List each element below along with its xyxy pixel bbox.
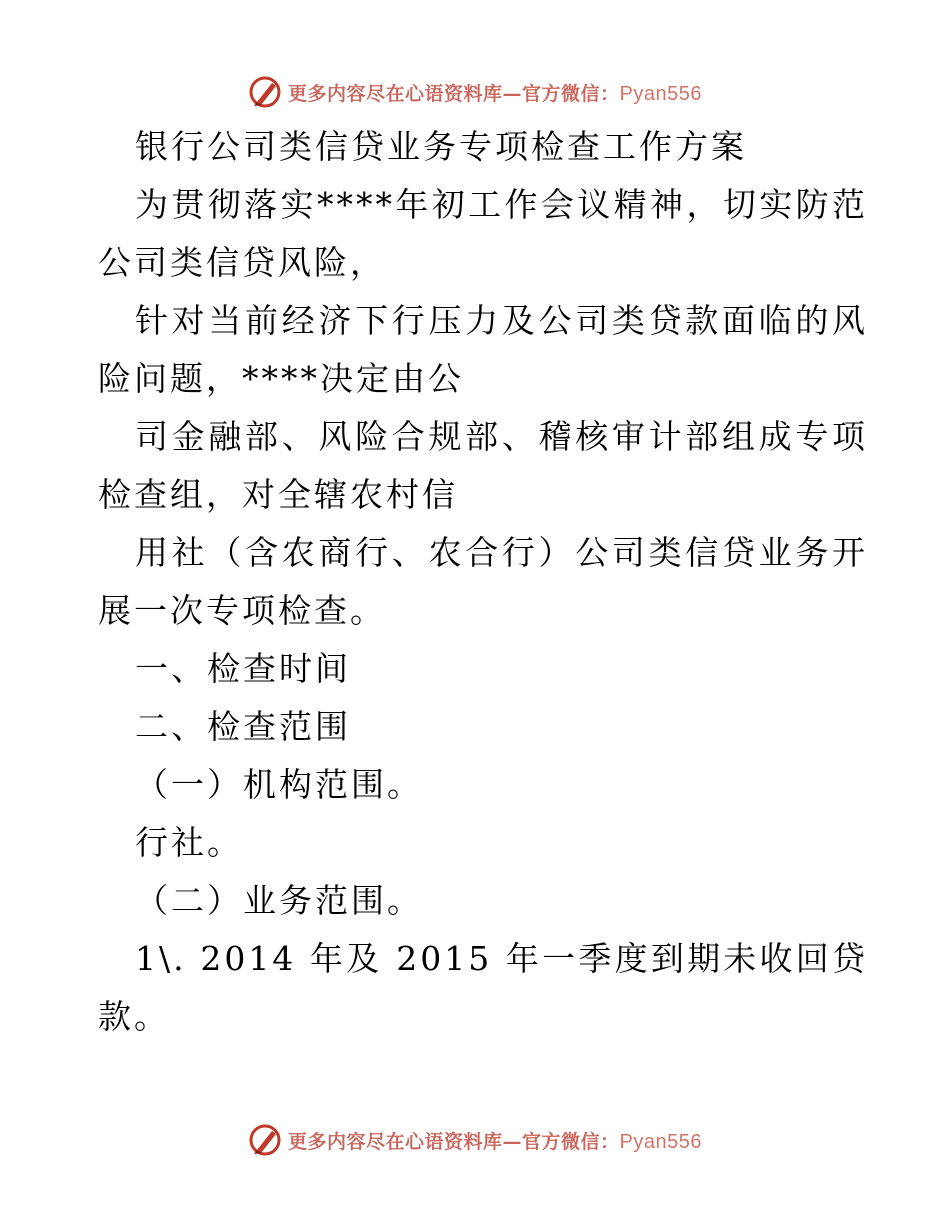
- footer-watermark: [0, 1120, 950, 1160]
- watermark-dash: —: [502, 82, 523, 105]
- list-item: 1\. 2014 年及 2015 年一季度到期未收回贷款。: [98, 939, 868, 1036]
- header-watermark: [0, 72, 950, 112]
- paragraph: 司金融部、风险合规部、稽核审计部组成专项检查组，对全辖农村信: [98, 417, 868, 514]
- watermark-wechat-label: 官方微信：: [522, 82, 620, 105]
- paragraph: 针对当前经济下行压力及公司类贷款面临的风险问题，****决定由公: [98, 301, 868, 398]
- section-heading: 一、检查时间: [135, 649, 351, 688]
- pen-logo-icon: [248, 75, 282, 109]
- watermark-text: [288, 1127, 702, 1154]
- watermark-wechat-id: Pyan556: [619, 1130, 702, 1153]
- subsection-heading: （一）机构范围。: [135, 765, 423, 804]
- paragraph: 用社（含农商行、农合行）公司类信贷业务开展一次专项检查。: [98, 533, 868, 630]
- watermark-slogan: 更多内容尽在心语资料库: [288, 82, 503, 105]
- subsection-heading: （二）业务范围。: [135, 881, 423, 920]
- paragraph: 行社。: [135, 823, 243, 862]
- watermark-wechat-id: Pyan556: [619, 82, 702, 105]
- pen-logo-icon: [248, 1123, 282, 1157]
- document-body: [98, 118, 868, 1046]
- section-heading: 二、检查范围: [135, 707, 351, 746]
- document-title: 银行公司类信贷业务专项检查工作方案: [135, 127, 747, 166]
- paragraph: 为贯彻落实****年初工作会议精神，切实防范公司类信贷风险，: [98, 185, 868, 282]
- watermark-slogan: 更多内容尽在心语资料库: [288, 1130, 503, 1153]
- watermark-wechat-label: 官方微信：: [522, 1130, 620, 1153]
- watermark-text: [288, 79, 702, 106]
- watermark-dash: —: [502, 1130, 523, 1153]
